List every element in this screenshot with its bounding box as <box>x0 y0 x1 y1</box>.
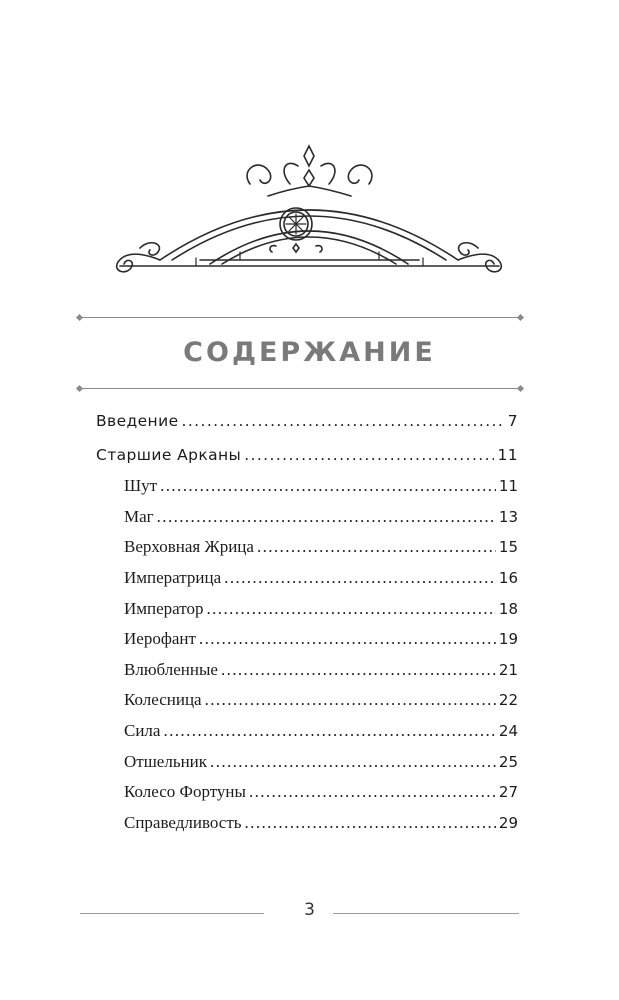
toc-dot-leader <box>207 599 496 619</box>
toc-entry-label: Влюбленные <box>124 659 218 679</box>
toc-entry-label: Шут <box>124 476 158 496</box>
toc-entry-label: Колесо Фортуны <box>124 782 246 802</box>
toc-entry-page: 25 <box>498 752 518 771</box>
toc-entry-label: Верховная Жрица <box>124 537 254 557</box>
toc-entry <box>96 412 518 443</box>
toc-entry <box>96 537 518 568</box>
toc-entry-label: Старшие Арканы <box>96 445 242 464</box>
toc-entry-page: 11 <box>497 445 518 464</box>
toc-entry-page: 18 <box>498 599 518 618</box>
page-title: СОДЕРЖАНИЕ <box>183 337 436 368</box>
toc-entry <box>96 629 518 660</box>
toc-entry-label: Отшельник <box>124 751 208 771</box>
toc-entry-label: Иерофант <box>124 629 196 649</box>
toc-entry-page: 15 <box>498 538 518 557</box>
toc-entry <box>96 476 518 507</box>
toc-dot-leader <box>205 690 496 710</box>
toc-entry-label: Введение <box>96 412 179 430</box>
toc-entry <box>96 690 518 721</box>
toc-entry-page: 11 <box>498 477 518 496</box>
table-of-contents <box>96 412 518 843</box>
toc-entry-label: Император <box>124 598 204 618</box>
toc-entry-label: Императрица <box>124 567 222 587</box>
toc-entry <box>96 813 518 844</box>
toc-entry-label: Колесница <box>124 690 202 710</box>
decorative-ornament <box>100 140 519 280</box>
toc-dot-leader <box>182 412 505 430</box>
toc-entry-page: 7 <box>507 412 518 430</box>
toc-entry <box>96 721 518 752</box>
toc-entry-page: 22 <box>498 691 518 710</box>
toc-entry-label: Справедливость <box>124 812 242 832</box>
toc-dot-leader <box>157 507 496 527</box>
toc-dot-leader <box>249 782 496 802</box>
toc-dot-leader <box>221 660 496 680</box>
toc-dot-leader <box>199 629 496 649</box>
toc-dot-leader <box>210 752 496 772</box>
toc-entry-page: 24 <box>498 721 518 740</box>
toc-entry <box>96 568 518 599</box>
toc-entry <box>96 446 518 477</box>
toc-entry-page: 21 <box>498 660 518 679</box>
footer-line-right <box>333 913 519 914</box>
toc-dot-leader <box>244 446 494 464</box>
toc-entry <box>96 660 518 691</box>
toc-entry-page: 19 <box>498 630 518 649</box>
toc-entry-page: 16 <box>498 568 518 587</box>
toc-entry <box>96 507 518 538</box>
toc-entry-page: 27 <box>498 783 518 802</box>
toc-entry <box>96 752 518 783</box>
toc-entry-label: Сила <box>124 720 161 740</box>
top-divider <box>81 317 519 318</box>
toc-dot-leader <box>224 568 496 588</box>
toc-dot-leader <box>257 537 496 557</box>
page-number: 3 <box>304 900 315 920</box>
toc-entry-page: 29 <box>498 813 518 832</box>
toc-entry <box>96 782 518 813</box>
toc-entry <box>96 599 518 630</box>
toc-entry-page: 13 <box>498 507 518 526</box>
toc-entry-label: Маг <box>124 506 154 526</box>
title-divider <box>81 388 519 389</box>
toc-dot-leader <box>245 813 496 833</box>
toc-dot-leader <box>160 476 496 496</box>
toc-dot-leader <box>163 721 495 741</box>
